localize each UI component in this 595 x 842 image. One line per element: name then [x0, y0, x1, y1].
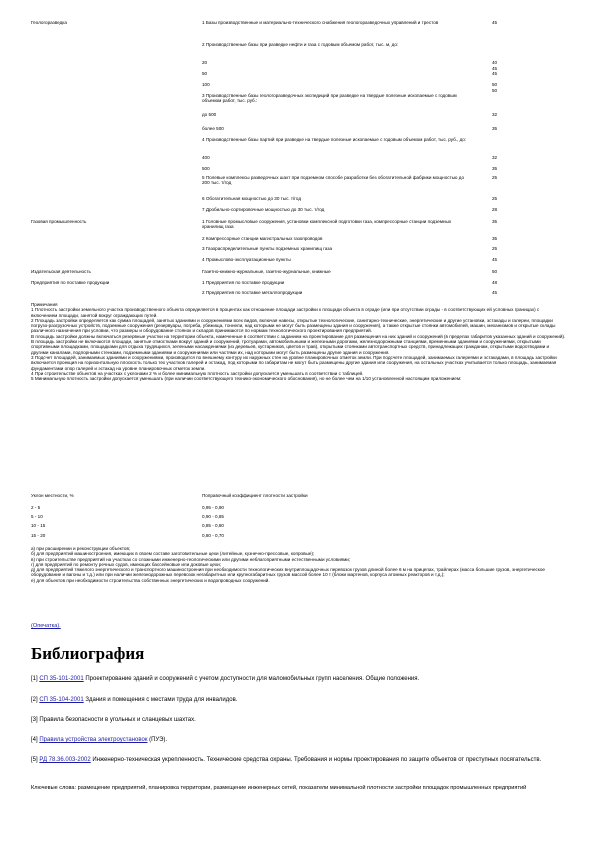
table-cell-item: 4 Производственные базы партий при разведке на твердые полезные ископаемые с годовым объемом работ, тыс. руб., до:: [202, 137, 467, 142]
table-cell-item: 500: [202, 166, 210, 171]
bib-link[interactable]: СП 35-104-2001: [39, 697, 84, 703]
bib-item-5: [31, 756, 551, 764]
list-item: д) для предприятий тяжелого энергетического и транспортного машиностроения при необходимости технологических внутриплощадочных перевозок грузов длиной более 6 м на прицепах, трайлерах (масса большие грузов, энергетическое оборудование и вагоны и т.д.) или при наличии железнодорожных перевозок негабаритных или крупногабаритных грузов массой более 10 т (блоки мартенов, корпуса атомных реакторов и т.д.);: [31, 567, 545, 578]
table-cell-value: 45: [492, 290, 498, 295]
erratum-link[interactable]: (Опечатка).: [31, 623, 61, 629]
table-cell-item: более 500: [202, 126, 224, 131]
slope-value: 10 - 15: [31, 523, 46, 528]
note-paragraph: 5 Минимальную плотность застройки допускается уменьшать (при наличии соответствующего технико-экономического обоснования), но не более чем на 1/10 установленной настоящим приложением:: [31, 376, 462, 382]
table-cell-value: 35: [492, 126, 498, 131]
table-cell-value: 48: [492, 280, 498, 285]
bib-item-3: [31, 716, 196, 724]
table-cell-value: 50: [492, 82, 498, 87]
list-item: е) для объектов при необходимости строительства собственных энергетических и водопроводных сооружений.: [31, 577, 270, 583]
bib-link[interactable]: Правила устройства электроустановок: [39, 737, 148, 743]
slope-header-col2: Поправочный коэффициент плотности застройки: [202, 493, 308, 498]
table-cell-item: Газетно-книжно-журнальные, газетно-журнальные, книжные: [202, 269, 331, 274]
conditions-list: [31, 546, 566, 583]
table-cell-branch: Газовая промышленность: [31, 219, 87, 224]
note-paragraph: 1 Плотность застройки земельного участка производственного объекта определяется в процентах как отношение площади застройки к площади объекта в ограде (или при отсутствии ограды - в соответствующих ей условных границах) с включением площади, занятой вокруг ограждающих путей.: [31, 307, 540, 318]
bib-text: Проектирование зданий и сооружений с учетом доступности для маломобильных групп населения. Общие положения.: [83, 676, 420, 682]
table-cell-item: 1 Базы производственные и материально-технического снабжения геологоразведочных управлений и трестов: [202, 20, 439, 25]
bib-item-2: [31, 696, 237, 704]
slope-header-col1: Уклон местности, %: [31, 493, 74, 498]
slope-coef: 0,80 - 0,70: [202, 533, 224, 538]
table-cell-branch: Издательская деятельность: [31, 269, 91, 274]
keywords: Ключевые слова: размещение предприятий, планировка территории, размещение инженерных сетей, показатели минимальной плотности застройки площадок промышленных предприятий: [31, 785, 527, 791]
table-cell-value: 45: [492, 20, 498, 25]
table-cell-item: 2 Компрессорные станции магистральных газопроводов: [202, 236, 323, 241]
slope-coef: 0,90 - 0,85: [202, 514, 224, 519]
table-cell-item: 5 Полевые комплексы разведочных шахт при подземном способе разработки без обогатительной фабрики мощностью до 200 тыс. т/год: [202, 175, 464, 186]
note-paragraph: В площадь застройки не включаются площади, занятые отмостками вокруг зданий и сооружений, тротуарами, автомобильными и железными дорогами, железнодорожными станциями, временными зданиями и сооружениями, открытыми спортивными площадками, площадками для отдыха трудящихся, зелеными насаждениями (из деревьев, кустарников, цветов и трав), открытыми стоянками автотранспортных средств, принадлежащих гражданам, открытыми водоотводами и другими каналами, подпорными стенками, подземными зданиями и сооружениями или частями их, над которыми могут быть размещены другие здания и сооружения.: [31, 339, 550, 355]
bib-text: (ПУЭ).: [147, 737, 168, 743]
table-cell-item: 20: [202, 60, 208, 65]
list-item: б) для предприятий машиностроения, имеющих в своем составе заготовительные цехи (литейные, кузнечно-прессовые, копровые);: [31, 551, 315, 557]
bib-number: [4]: [31, 737, 38, 743]
bib-number: [2]: [31, 697, 38, 703]
table-cell-value: 28: [492, 207, 498, 212]
table-cell-item: 3 Производственные базы геологоразведочных экспедиций при разведке на твердые полезные ископаемые с годовым объемом работ, тыс. руб.:: [202, 93, 457, 104]
table-cell-item: 1 Головные промысловые сооружения, установки комплексной подготовки газа, компрессорные станции подземных хранилищ газа: [202, 219, 452, 230]
table-cell-item: 100: [202, 82, 210, 87]
note-paragraph: 4 При строительстве объектов на участках с уклонами 2 % и более минимальную плотность застройки допускается уменьшать в соответствии с таблицей.: [31, 370, 364, 376]
slope-coef: 0,85 - 0,80: [202, 523, 224, 528]
bib-text: Инженерно-техническая укрепленность. Технические средства охраны. Требования и нормы проектирования по защите объектов от преступных посягательств.: [90, 757, 542, 763]
note-paragraph: В площадь застройки должны включаться резервные участки на территории объекта, намеченные в соответствии с заданием на проектирование для размещения на них зданий и сооружений (в пределах габаритов указанных зданий и сооружений).: [31, 333, 566, 339]
table-cell-item: 2 Производственные базы при разведке нефти и газа с годовым объемом работ, тыс. м, до:: [202, 42, 399, 47]
bib-item-4: [31, 736, 167, 744]
table-cell-item: 6 Обогатительная мощностью до 30 тыс. т/год: [202, 196, 302, 201]
bib-item-1: [31, 675, 419, 683]
bibliography-heading: Библиография: [31, 644, 145, 663]
table-cell-value: 45: [492, 71, 498, 76]
table-cell-item: 50: [202, 71, 208, 76]
table-cell-value: 25: [492, 246, 498, 251]
table-cell-value: 45: [492, 257, 498, 262]
list-item: в) при строительстве предприятий на участках со сложными инженерно-геологическими или другими неблагоприятными естественными условиями;: [31, 556, 351, 562]
table-cell-value: 35: [492, 166, 498, 171]
table-cell-value: 35: [492, 236, 498, 241]
slope-value: 15 - 20: [31, 533, 46, 538]
table-cell-value-2: 45: [492, 66, 498, 71]
table-cell-branch: Геологоразведка: [31, 20, 67, 25]
notes-heading: Примечания: [31, 302, 58, 307]
note-paragraph: 3 Подсчет площадей, занимаемых зданиями и сооружениями, производится по внешнему контуру их наружных стен на уровне планировочных отметок земли. При подсчете площадей, занимаемых галереями и эстакадами, в площадь застройки включается проекция на горизонтальную плоскость только тех участков галерей и эстакад, под которыми по габаритам не могут быть размещены другие здания или сооружения, на остальных участках учитывается только площадь, занимаемая фундаментами опор галерей и эстакад на уровне планировочных отметок земли.: [31, 354, 557, 371]
bib-number: [1]: [31, 676, 38, 682]
table-cell-item: 1 Предприятия по поставке продукции: [202, 280, 285, 285]
note-paragraph: 2 Площадь застройки определяется как сумма площадей, занятых зданиями и сооружениями всех видов, включая навесы, открытые технологические, санитарно-технические, энергетические и другие установки, эстакады и галереи, площадки погрузо-разгрузочных устройств, подземные сооружения (резервуары, погреба, убежища, тоннели, над которыми не могут быть размещены здания и сооружения), а также открытые стоянки автомобилей, машин, механизмов и открытые склады различного назначения при условии, что размеры и оборудование стоянок и складов принимаются по нормам технологического проектирования предприятий.: [31, 317, 556, 334]
table-cell-item: 400: [202, 155, 210, 160]
table-cell-item: 7 Дробильно-сортировочные мощностью до 30 тыс. т/год: [202, 207, 325, 212]
bib-text: Правила безопасности в угольных и сланцевых шахтах.: [37, 717, 196, 723]
table-cell-item: до 500: [202, 112, 217, 117]
table-cell-item: 2 Предприятия по поставке металлопродукции: [202, 290, 303, 295]
table-cell-item: 3 Газораспределительные пункты подземных хранилищ газа: [202, 246, 333, 251]
table-cell-value: 25: [492, 196, 498, 201]
table-cell-value: 32: [492, 155, 498, 160]
list-item: а) при расширении и реконструкции объектов;: [31, 546, 131, 551]
bib-text: Здания и помещения с местами труда для инвалидов.: [83, 697, 238, 703]
slope-value: 2 - 5: [31, 505, 41, 510]
notes-section: [31, 302, 566, 381]
table-cell-branch: Предприятия по поставке продукции: [31, 280, 110, 285]
table-cell-value: 40: [492, 60, 498, 65]
table-cell-value: 25: [492, 175, 498, 180]
table-cell-value: 50: [492, 269, 498, 274]
table-cell-item: 4 Промыслово-эксплуатационные пункты: [202, 257, 291, 262]
table-cell-value-2: 50: [492, 88, 498, 93]
table-cell-value: 32: [492, 112, 498, 117]
slope-value: 5 - 10: [31, 514, 43, 519]
bib-link[interactable]: РД 78.36.003-2002: [39, 757, 91, 763]
bib-number: [5]: [31, 757, 38, 763]
slope-coef: 0,95 - 0,90: [202, 505, 224, 510]
bib-link[interactable]: СП 35-101-2001: [39, 676, 84, 682]
list-item: г) для предприятий по ремонту речных судов, имеющих бассейновые или доковые цехи;: [31, 561, 222, 567]
bib-number: [3]: [31, 717, 38, 723]
table-cell-value: 35: [492, 219, 498, 224]
